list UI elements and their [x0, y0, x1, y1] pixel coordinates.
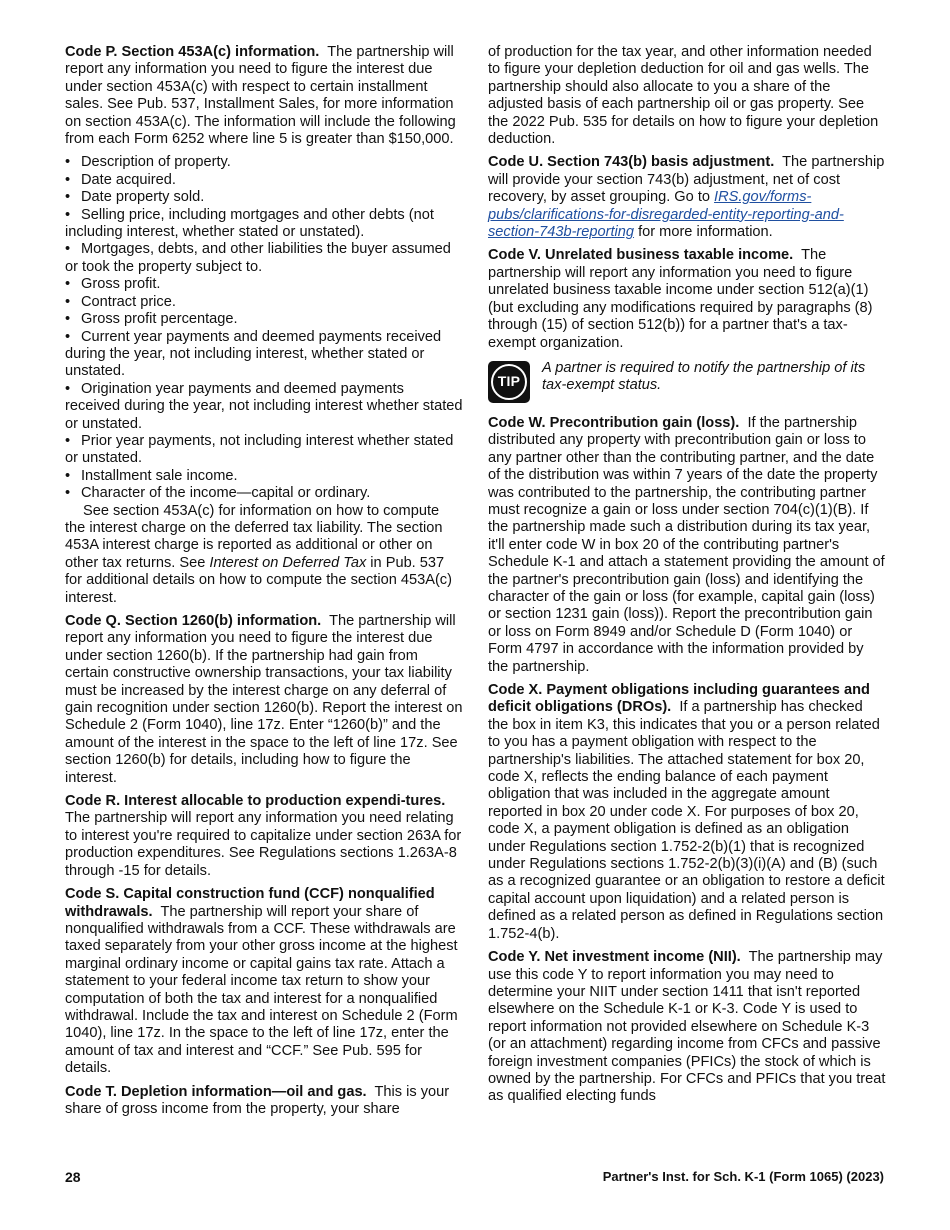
code-x-paragraph [488, 682, 886, 943]
pub-537-reference: Interest on Deferred Tax [209, 554, 367, 571]
bullet-icon: • [65, 311, 71, 328]
code-y-heading: Code Y. Net investment income (NII). [488, 949, 741, 966]
list-item: • Date property sold. [65, 189, 205, 206]
bullet-icon: • [65, 189, 71, 206]
list-item: • Date acquired. [65, 171, 176, 188]
code-v-text: The partnership will report any information you need to figure unrelated business taxable income under section 512(a)(1) (but excluding any modifications required by paragraphs (8) through (15) of section 512(b)) for a partner that's a tax-exempt organization. [488, 247, 873, 351]
bullet-icon: • [65, 467, 71, 484]
code-p-paragraph [65, 44, 463, 148]
code-y-paragraph [488, 949, 886, 1106]
tip-callout [488, 360, 886, 403]
list-item: • Prior year payments, not including interest whether stated or unstated. [65, 432, 454, 467]
code-y-text: The partnership may use this code Y to report information you may need to determine your NIIT under section 1411 that isn't reported elsewhere on the Schedule K-1 or K-3. Code Y is used to report information not provided elsewhere on Schedule K-3 (or an attachment) regarding income from CFCs and passive foreign investment companies (PFICs) the stock of which is owned by the partnership. For CFCs and PFICs that you treat as qualified electing funds [488, 949, 886, 1105]
code-r-text: The partnership will report any information you need relating to interest you're required to capitalize under section 263A for production expenditures. See Regulations sections 1.263A-8 through -15 for details. [65, 810, 462, 879]
list-item: • Selling price, including mortgages and other debts (not including interest, whether stated or unstated). [65, 206, 434, 241]
page-number: 28 [65, 1169, 81, 1185]
list-item: • Character of the income—capital or ordinary. [65, 485, 371, 502]
bullet-icon: • [65, 154, 71, 171]
code-r-heading: Code R. Interest allocable to production expendi-tures. [65, 793, 446, 810]
list-item: • Gross profit percentage. [65, 311, 238, 328]
code-q-heading: Code Q. Section 1260(b) information. [65, 613, 322, 629]
bullet-icon: • [65, 171, 71, 188]
code-q-text: The partnership will report any information you need to figure the interest due under section 1260(b). If the partnership had gain from certain constructive ownership transactions, your tax liability must be increased by the interest charge on any deferral of gain recognition under section 1260(b). Report the interest on Schedule 2 (Form 1040), line 17z. Enter “1260(b)” and the amount of the interest in the space to the left of line 17z. See section 1260(b) for details, including how to figure the interest. [65, 613, 463, 786]
code-v-paragraph [488, 247, 886, 351]
code-p-followup: See section 453A(c) for information on how to compute the interest charge on the deferred tax liability. The section 453A interest charge is reported as additional or other on other tax returns. See Interest on Deferred Tax in Pub. 537 for additional details on how to compute the section 453A(c) interest. [65, 502, 452, 606]
code-q-paragraph [65, 613, 463, 787]
code-x-text: If a partnership has checked the box in item K3, this indicates that you or a person related to you has a payment obligation with respect to the partnership's liabilities. The attached statement for box 20, code X, reflects the ending balance of each payment obligation that was included in the aggregate amount reported in box 20 under code X. For purposes of box 20, code X, a payment obligation is defined as an obligation under Regulations section 1.752-2(b)(1) that is recognized under Regulations sections 1.752-2(b)(3)(i)(A) and (B) (such as a recognized guarantee or an obligation to restore a deficit capital account upon liquidation) and a related person is defined as a related person as defined in Regulations section 1.752-4(b). [488, 699, 885, 942]
code-v-heading: Code V. Unrelated business taxable income. [488, 247, 794, 264]
right-column [488, 44, 886, 1112]
code-w-heading: Code W. Precontribution gain (loss). [488, 414, 740, 431]
list-item: • Origination year payments and deemed payments received during the year, not including interest whether stated or unstated. [65, 380, 463, 432]
bullet-icon: • [65, 293, 71, 310]
bullet-icon: • [65, 276, 71, 293]
bullet-icon: • [65, 241, 71, 258]
bullet-icon: • [65, 432, 71, 449]
code-p-heading: Code P. Section 453A(c) information. [65, 44, 320, 60]
code-s-paragraph [65, 886, 463, 1077]
bullet-icon: • [65, 328, 71, 345]
bullet-icon: • [65, 206, 71, 223]
code-w-paragraph [488, 415, 886, 676]
list-item: • Description of property. [65, 154, 231, 171]
list-item: • Installment sale income. [65, 467, 238, 484]
code-t-heading: Code T. Depletion information—oil and gas. [65, 1083, 367, 1100]
code-s-heading: Code S. Capital construction fund (CCF) nonqualified withdrawals. [65, 886, 435, 920]
footer-title: Partner's Inst. for Sch. K-1 (Form 1065) (2023) [602, 1169, 884, 1184]
tip-badge-label: TIP [491, 364, 527, 400]
code-t-continued: of production for the tax year, and other information needed to figure your depletion deduction for oil and gas wells. The partnership should also allocate to you a share of the adjusted basis of each partnership oil or gas property. See the 2022 Pub. 535 for details on how to figure your depletion deduction. [488, 44, 879, 148]
list-item: • Contract price. [65, 293, 176, 310]
code-p-bullet-list [65, 154, 463, 502]
code-u-paragraph: Code U. Section 743(b) basis adjustment. The partnership will provide your section 743(b) adjustment, net of cost recovery, by asset grouping. Go to IRS.gov/forms-pubs/clarifications-for-disregarded-entity-reporting-and-section-743b-reporting for more information. [488, 154, 885, 241]
code-u-text: The partnership will provide your section 743(b) adjustment, net of cost recovery, by asset grouping. Go to [488, 154, 885, 206]
irs-clarifications-link[interactable]: IRS.gov/forms-pubs/clarifications-for-disregarded-entity-reporting-and-section-743b-reporting [488, 189, 844, 241]
left-column [65, 44, 463, 1124]
code-u-heading: Code U. Section 743(b) basis adjustment. [488, 154, 775, 171]
code-p-text: The partnership will report any information you need to figure the interest due under section 453A(c) with respect to certain installment sales. See Pub. 537, Installment Sales, for more information on section 453A(c). The information will include the following from each Form 6252 where line 5 is greater than $150,000. [65, 44, 456, 148]
code-s-text: The partnership will report your share of nonqualified withdrawals from a CCF. These withdrawals are taxed separately from your other gross income at the highest marginal ordinary income or capital gains tax rate. Attach a statement to your federal income tax return to show your computation of both the tax and interest for a nonqualified withdrawal. Include the tax and interest on Schedule 2 (Form 1040), line 17z. In the space to the left of line 17z, enter the amount of tax and interest and “CCF.” See Pub. 595 for details. [65, 903, 458, 1077]
code-t-text: This is your share of gross income from the property, your share [65, 1083, 450, 1117]
tip-icon [488, 361, 530, 403]
list-item: • Gross profit. [65, 276, 161, 293]
list-item: • Mortgages, debts, and other liabilities the buyer assumed or took the property subject to. [65, 241, 451, 275]
list-item: • Current year payments and deemed payments received during the year, not including interest, whether stated or unstated. [65, 328, 442, 380]
tip-text: A partner is required to notify the partnership of its tax-exempt status. [542, 359, 866, 394]
code-t-paragraph [65, 1084, 463, 1119]
code-r-paragraph [65, 793, 463, 880]
code-x-heading: Code X. Payment obligations including guarantees and deficit obligations (DROs). [488, 682, 870, 716]
code-w-text: If the partnership distributed any property with precontribution gain or loss to any partner other than the contributing partner, and the date of the distribution was within 7 years of the date the property was contributed to the partnership, the contributing partner must recognize a gain or loss under section 704(c)(1)(B). If the partnership made such a distribution during its tax year, it'll enter code W in box 20 of the contributing partner's Schedule K-1 and attach a statement providing the amount of the partner's precontribution gain (loss) and identifying the character of the gain or loss (for example, capital gain (loss) or section 1231 gain (loss)). Report the precontribution gain or loss on Form 8949 and/or Schedule D (Form 1040) or Form 4797 in accordance with the information provided by the partnership. [488, 414, 885, 675]
bullet-icon: • [65, 485, 71, 502]
bullet-icon: • [65, 380, 71, 397]
